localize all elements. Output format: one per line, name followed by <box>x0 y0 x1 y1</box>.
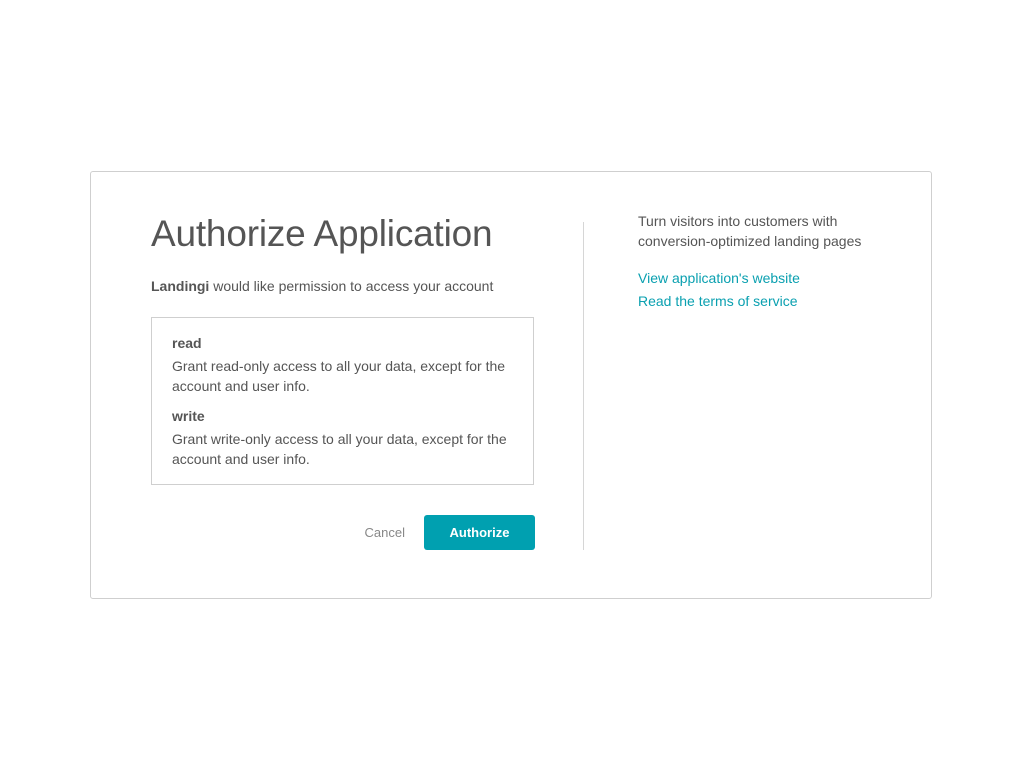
terms-of-service-link[interactable]: Read the terms of service <box>638 293 798 309</box>
app-links <box>638 267 898 313</box>
app-website-link[interactable]: View application's website <box>638 270 800 286</box>
app-tagline: Turn visitors into customers with conversion-optimized landing pages <box>638 213 862 249</box>
authorize-button[interactable]: Authorize <box>424 515 535 550</box>
app-info-panel <box>638 211 898 313</box>
scope-description: Grant read-only access to all your data, except for the account and user info. <box>172 358 506 394</box>
authorization-panel <box>151 212 535 550</box>
app-name: Landingi <box>151 278 210 294</box>
cancel-button[interactable]: Cancel <box>364 525 405 540</box>
page-title: Authorize Application <box>151 213 493 254</box>
scope-description: Grant write-only access to all your data, except for the account and user info. <box>172 431 507 467</box>
permission-request-text <box>151 276 535 296</box>
scope-item-read <box>172 333 513 396</box>
scope-item-write <box>172 406 513 469</box>
scope-name: read <box>172 335 202 351</box>
action-bar <box>151 515 535 550</box>
scope-name: write <box>172 408 205 424</box>
vertical-divider <box>583 222 584 550</box>
authorize-card <box>90 171 932 599</box>
scope-list <box>151 317 534 485</box>
permission-message: would like permission to access your account <box>209 278 494 294</box>
